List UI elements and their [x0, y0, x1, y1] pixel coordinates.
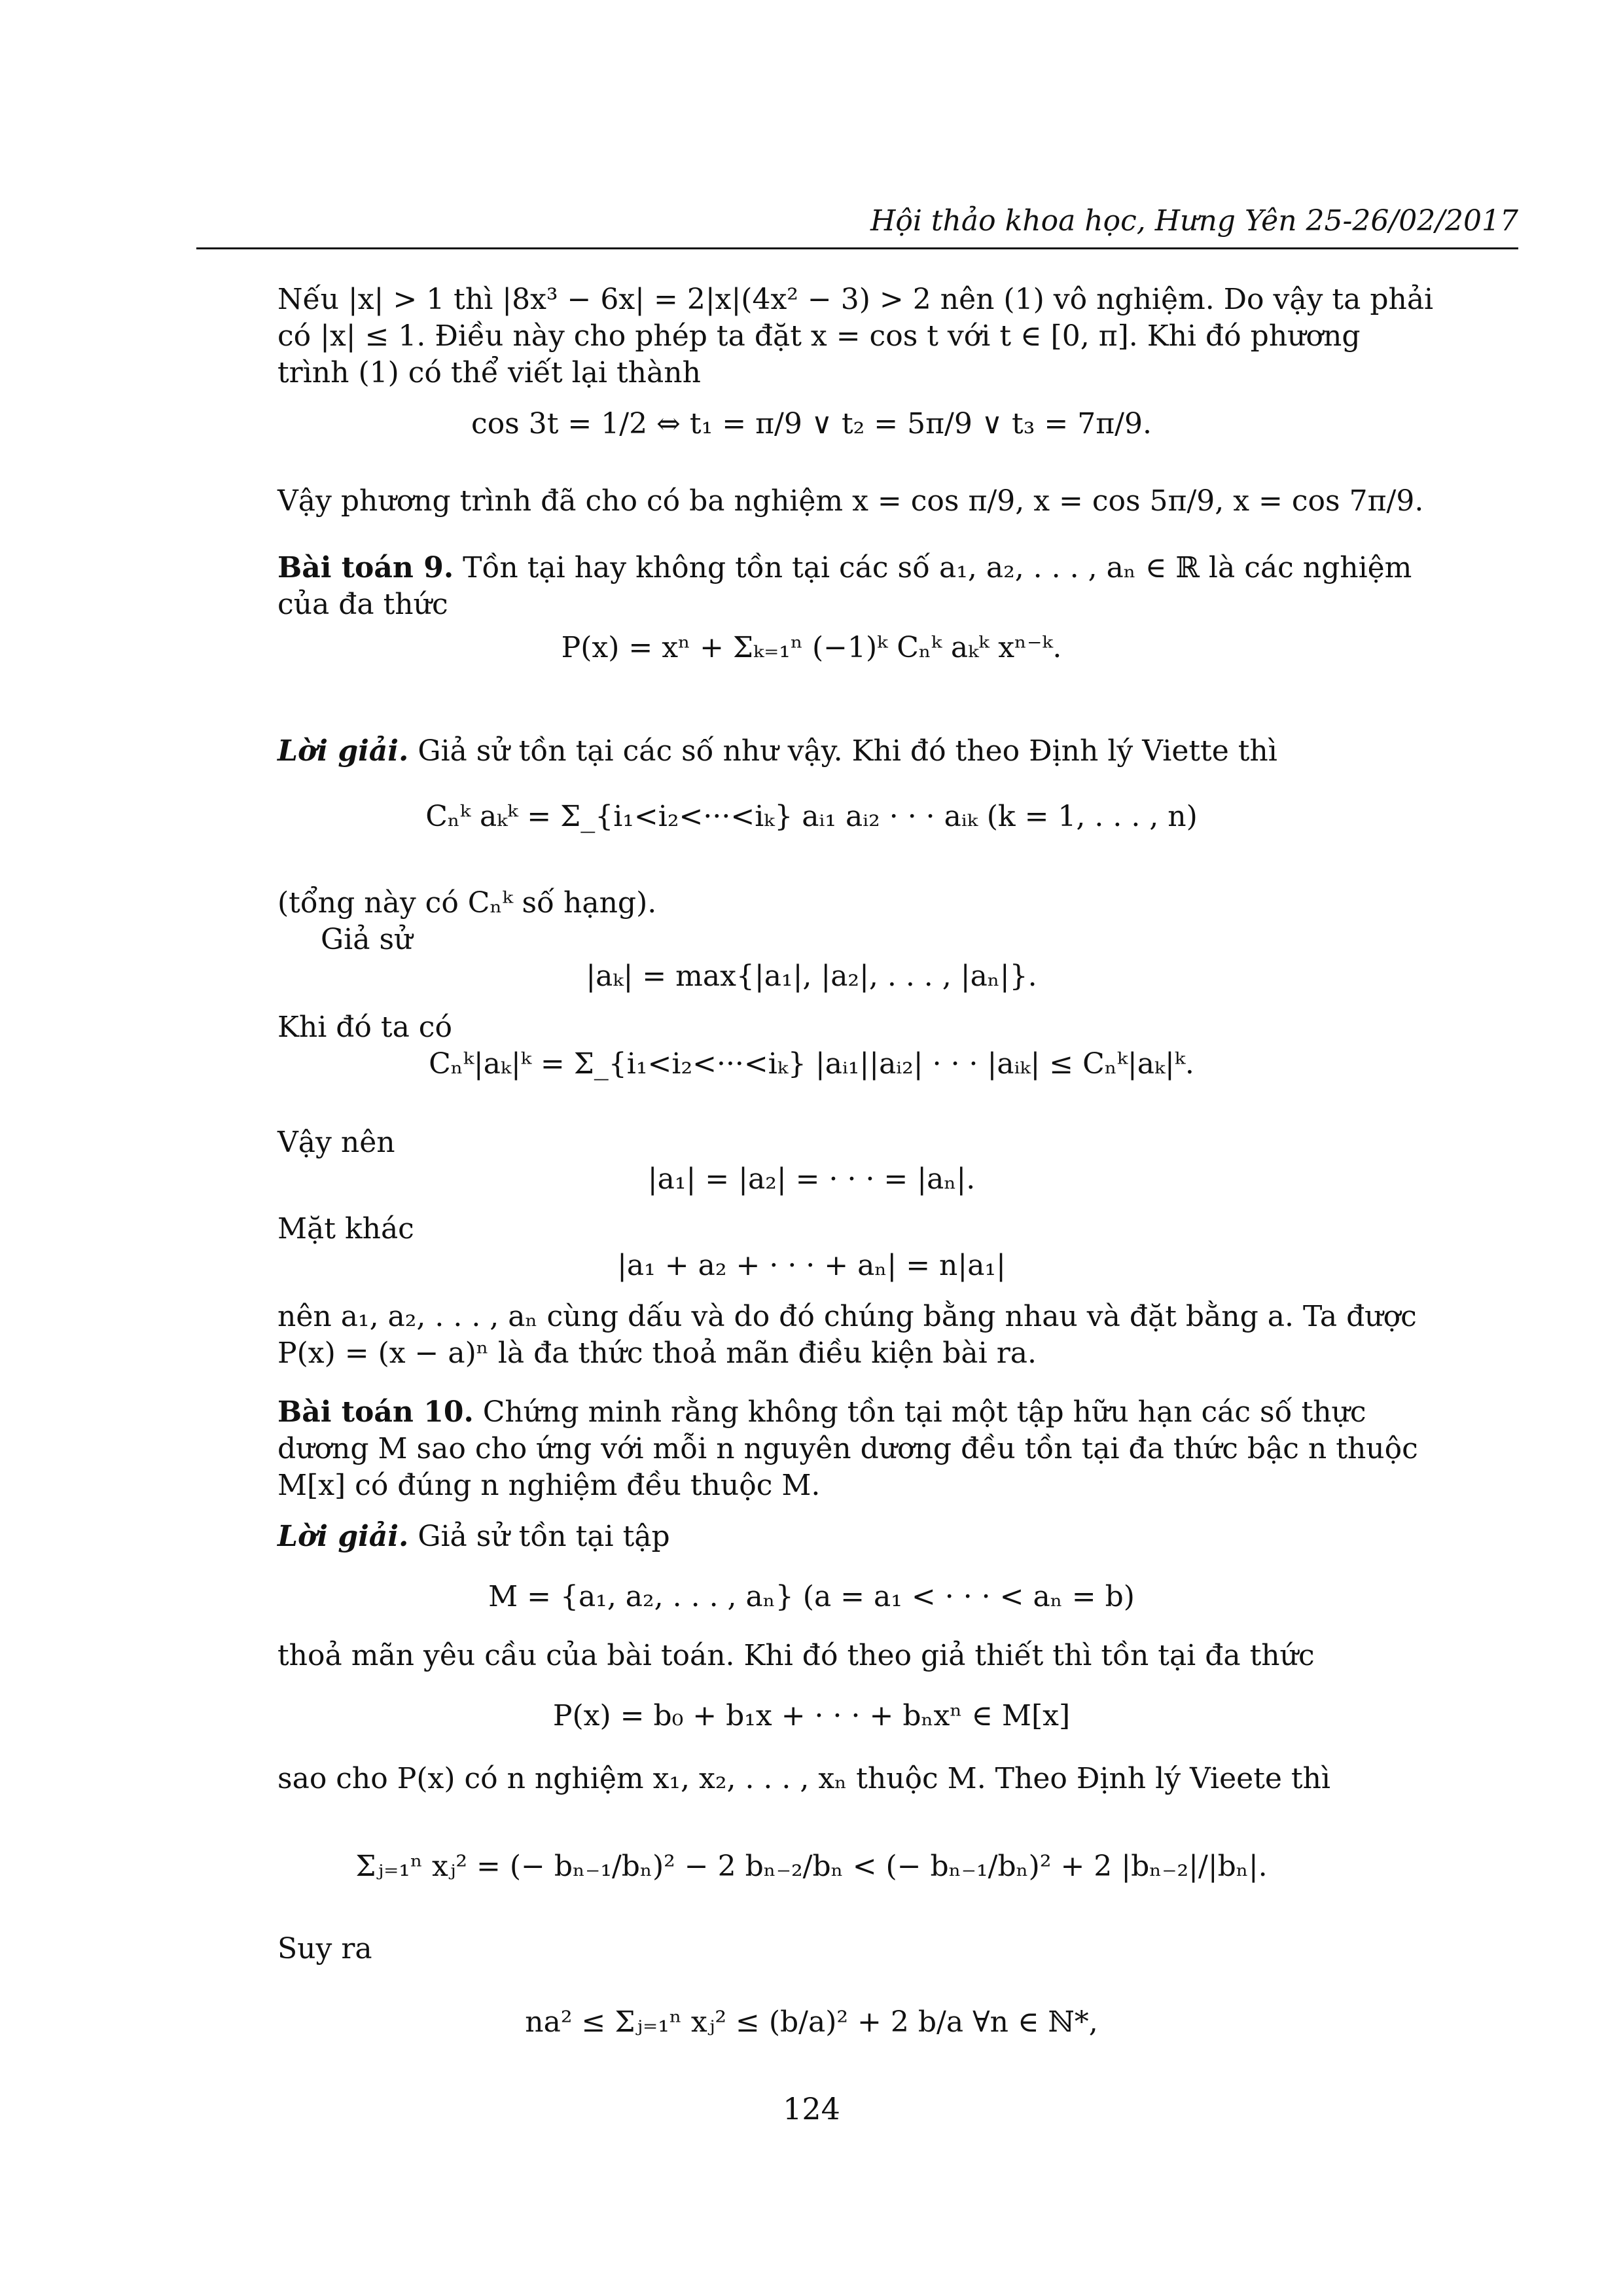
- problem-10-title: Bài toán 10.: [277, 1395, 474, 1429]
- paragraph-7: Mặt khác: [277, 1212, 414, 1246]
- solution-9-text: Giả sử tồn tại các số như vậy. Khi đó theo Định lý Viette thì: [408, 734, 1277, 768]
- problem-9-text: Tồn tại hay không tồn tại các số a₁, a₂, . . . , aₙ ∈ ℝ là các nghiệm của đa thức: [277, 551, 1412, 621]
- paragraph-2: Vậy phương trình đã cho có ba nghiệm x = cos π/9, x = cos 5π/9, x = cos 7π/9.: [277, 484, 1424, 518]
- paragraph-10: sao cho P(x) có n nghiệm x₁, x₂, . . . , xₙ thuộc M. Theo Định lý Vieete thì: [277, 1762, 1330, 1795]
- solution-10-label: Lời giải.: [277, 1520, 409, 1553]
- equation-7: |a₁ + a₂ + · · · + aₙ| = n|a₁|: [617, 1249, 1006, 1282]
- solution-9: [277, 733, 1440, 770]
- paragraph-4: Giả sử: [321, 923, 413, 956]
- header-rule: [196, 247, 1518, 249]
- equation-5: Cₙᵏ|aₖ|ᵏ = Σ_{i₁<i₂<···<iₖ} |aᵢ₁||aᵢ₂| · · · |aᵢₖ| ≤ Cₙᵏ|aₖ|ᵏ.: [429, 1047, 1194, 1081]
- equation-9: P(x) = b₀ + b₁x + · · · + bₙxⁿ ∈ M[x]: [552, 1699, 1071, 1732]
- paragraph-1: Nếu |x| > 1 thì |8x³ − 6x| = 2|x|(4x² − 3) > 2 nên (1) vô nghiệm. Do vậy ta phải có |x| ≤ 1. Điều này cho phép ta đặt x = cos t với t ∈ [0, π]. Khi đó phương trình (1) có thể viết lại thành: [277, 283, 1434, 389]
- equation-11: na² ≤ Σⱼ₌₁ⁿ xⱼ² ≤ (b/a)² + 2 b/a ∀n ∈ ℕ*,: [525, 2005, 1098, 2039]
- equation-10: Σⱼ₌₁ⁿ xⱼ² = (− bₙ₋₁/bₙ)² − 2 bₙ₋₂/bₙ < (− bₙ₋₁/bₙ)² + 2 |bₙ₋₂|/|bₙ|.: [355, 1850, 1268, 1883]
- paragraph-6: Vậy nên: [277, 1126, 395, 1159]
- problem-10-text: Chứng minh rằng không tồn tại một tập hữu hạn các số thực dương M sao cho ứng với mỗi n nguyên dương đều tồn tại đa thức bậc n thuộc M[x] có đúng n nghiệm đều thuộc M.: [277, 1395, 1418, 1502]
- paragraph-11: Suy ra: [277, 1932, 372, 1965]
- solution-10-text: Giả sử tồn tại tập: [408, 1520, 670, 1553]
- problem-10: [277, 1394, 1440, 1504]
- equation-1: cos 3t = 1/2 ⇔ t₁ = π/9 ∨ t₂ = 5π/9 ∨ t₃ = 7π/9.: [471, 407, 1152, 440]
- equation-6: |a₁| = |a₂| = · · · = |aₙ|.: [647, 1162, 976, 1196]
- solution-10: [277, 1518, 1440, 1555]
- page-number: 124: [783, 2091, 840, 2126]
- paragraph-5: Khi đó ta có: [277, 1011, 452, 1044]
- problem-9-title: Bài toán 9.: [277, 551, 454, 584]
- paragraph-8: nên a₁, a₂, . . . , aₙ cùng dấu và do đó chúng bằng nhau và đặt bằng a. Ta được P(x) = (x − a)ⁿ là đa thức thoả mãn điều kiện bài ra.: [277, 1300, 1417, 1370]
- problem-9: [277, 550, 1440, 623]
- equation-8: M = {a₁, a₂, . . . , aₙ} (a = a₁ < · · · < aₙ = b): [488, 1580, 1135, 1613]
- paragraph-3: (tổng này có Cₙᵏ số hạng).: [277, 886, 657, 920]
- equation-2: P(x) = xⁿ + Σₖ₌₁ⁿ (−1)ᵏ Cₙᵏ aₖᵏ xⁿ⁻ᵏ.: [561, 631, 1062, 664]
- equation-3: Cₙᵏ aₖᵏ = Σ_{i₁<i₂<···<iₖ} aᵢ₁ aᵢ₂ · · · aᵢₖ (k = 1, . . . , n): [425, 800, 1198, 833]
- equation-4: |aₖ| = max{|a₁|, |a₂|, . . . , |aₙ|}.: [586, 960, 1037, 993]
- running-header: Hội thảo khoa học, Hưng Yên 25-26/02/2017: [870, 204, 1518, 238]
- paragraph-9: thoả mãn yêu cầu của bài toán. Khi đó theo giả thiết thì tồn tại đa thức: [277, 1639, 1315, 1672]
- solution-9-label: Lời giải.: [277, 734, 409, 768]
